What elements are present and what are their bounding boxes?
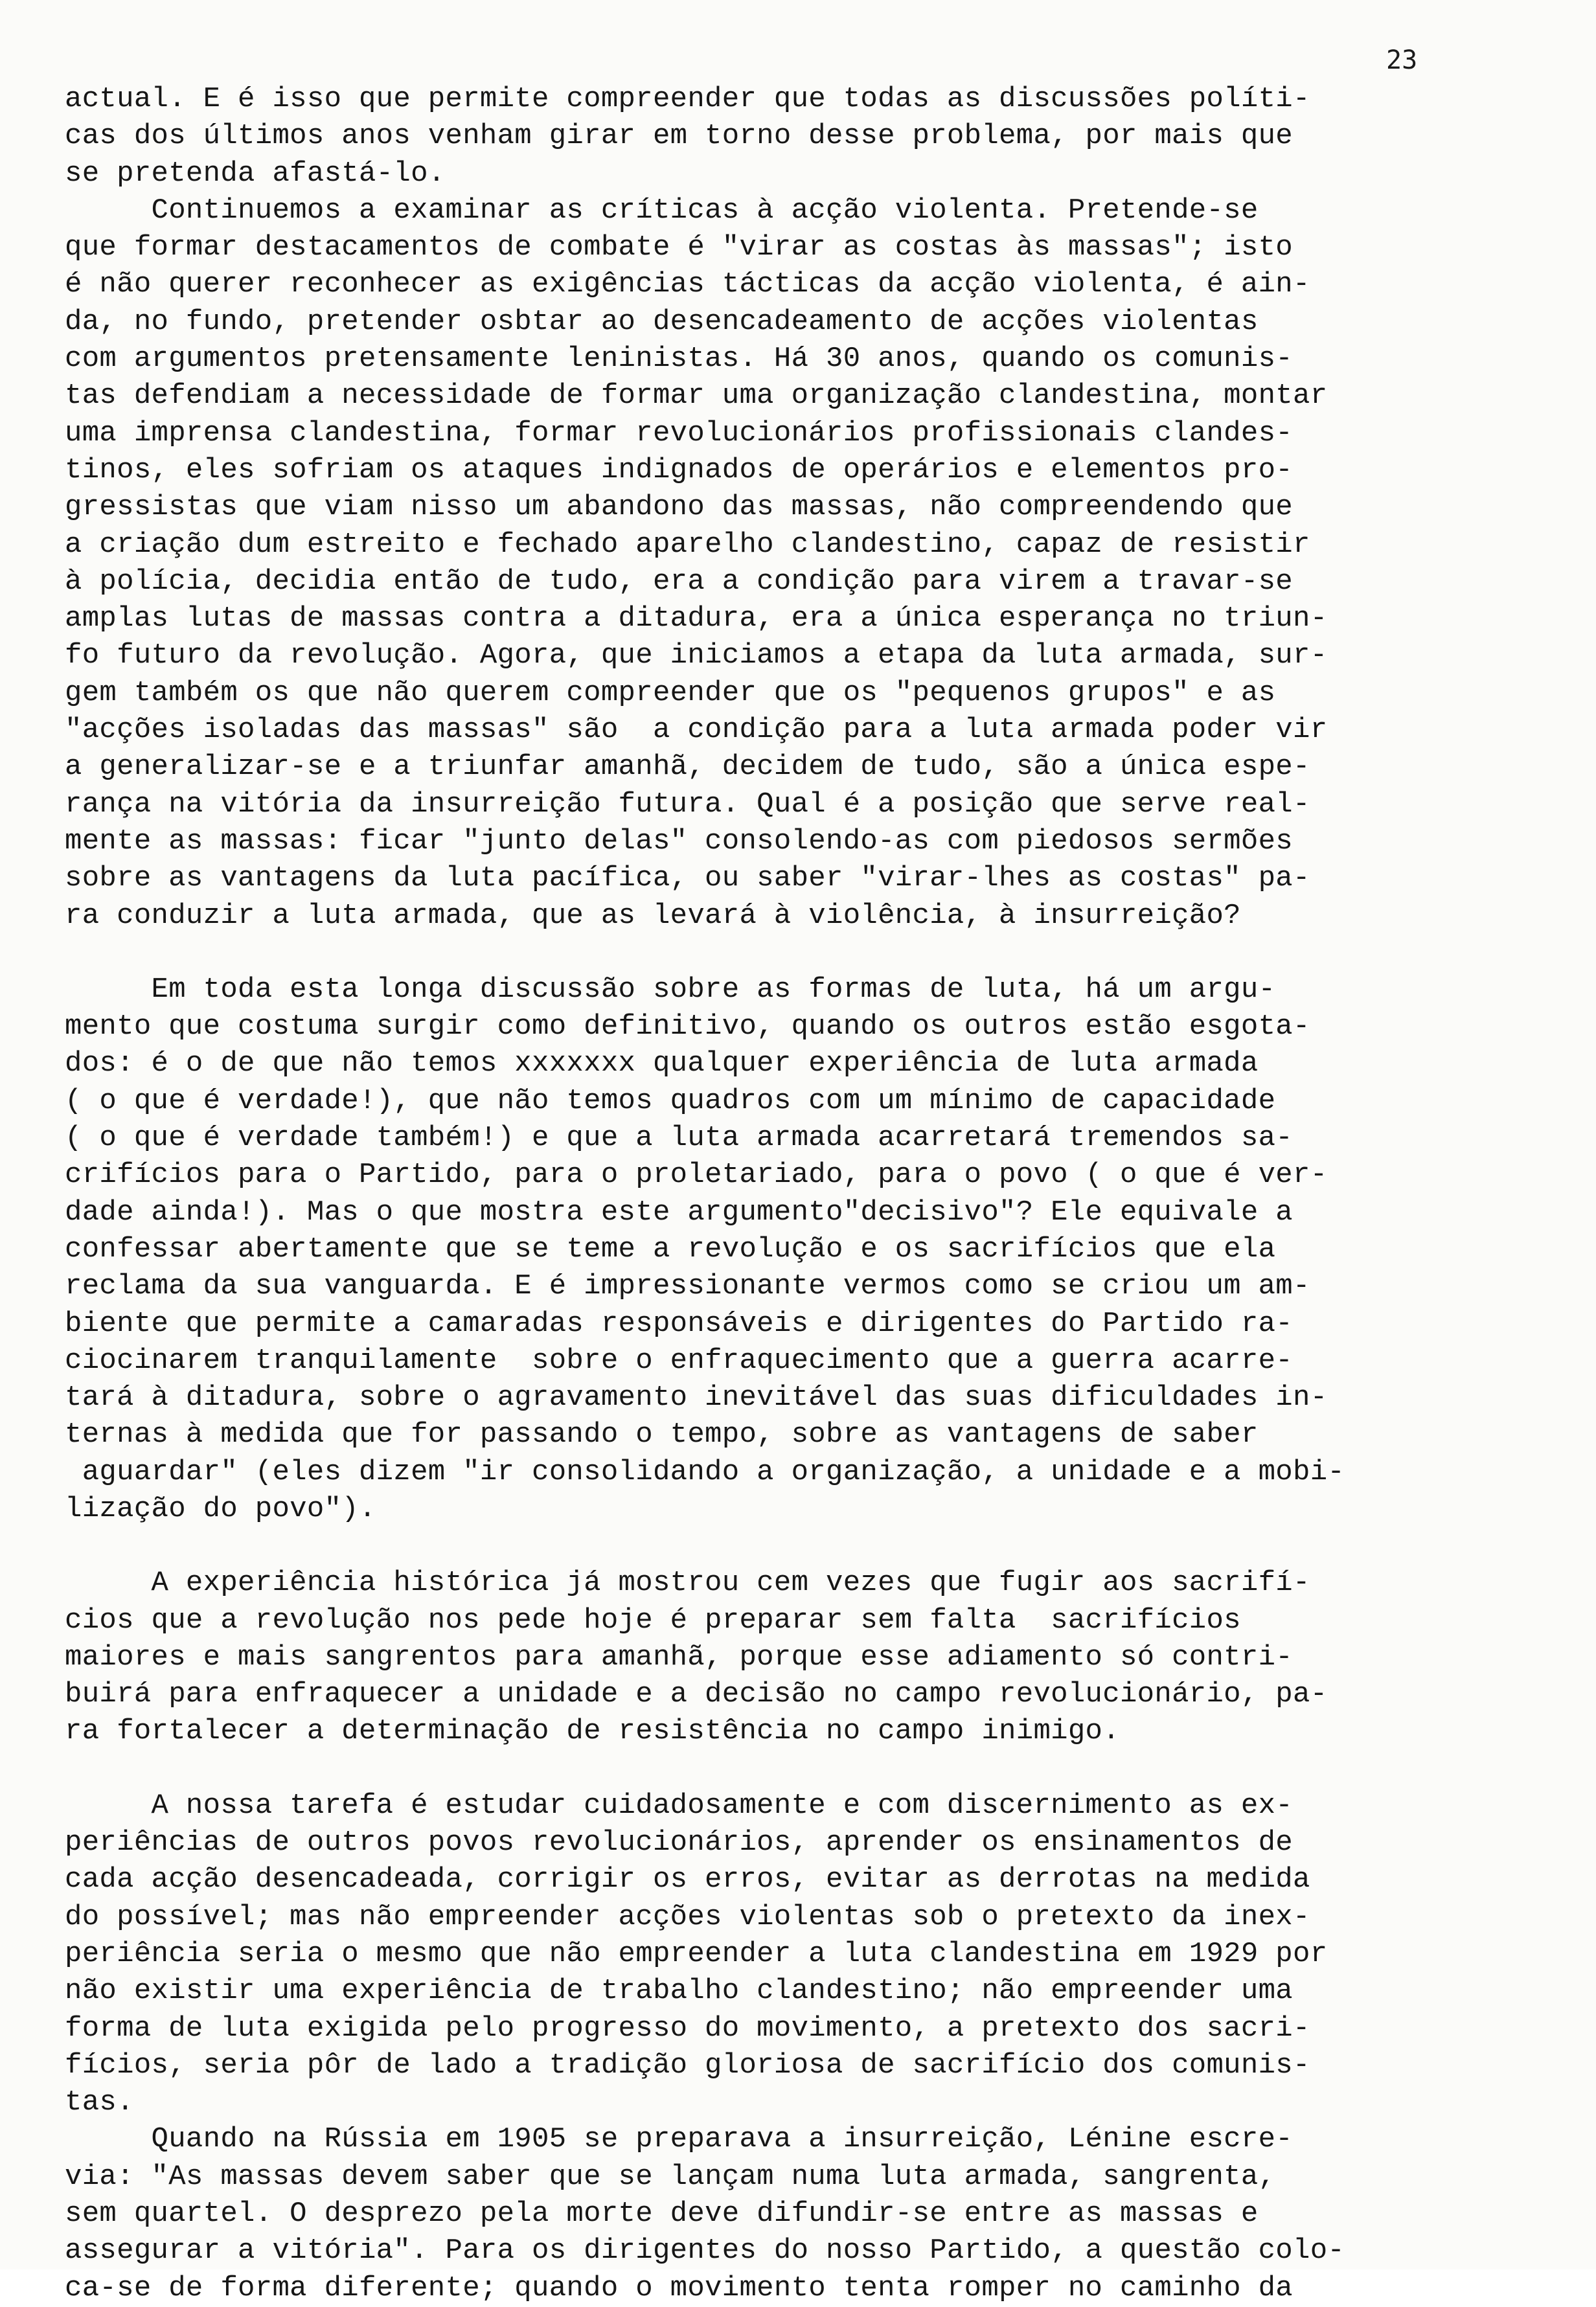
text-line: fícios, seria pôr de lado a tradição gloriosa de sacrifício dos comunis- [65, 2049, 1310, 2082]
text-line: maiores e mais sangrentos para amanhã, porque esse adiamento só contri- [65, 1641, 1294, 1674]
text-line: da, no fundo, pretender osbtar ao desencadeamento de acções violentas [65, 305, 1259, 338]
text-line: tinos, eles sofriam os ataques indignados de operários e elementos pro- [65, 453, 1294, 486]
text-line: mente as massas: ficar "junto delas" consolendo-as com piedosos sermões [65, 824, 1294, 858]
text-line: Em toda esta longa discussão sobre as formas de luta, há um argu- [65, 973, 1276, 1006]
text-line: do possível; mas não empreender acções violentas sob o pretexto da inex- [65, 1900, 1310, 1933]
text-line: periência seria o mesmo que não empreender a luta clandestina em 1929 por [65, 1937, 1328, 1970]
text-line: A nossa tarefa é estudar cuidadosamente e com discernimento as ex- [65, 1789, 1294, 1822]
text-line: amplas lutas de massas contra a ditadura, era a única esperança no triun- [65, 602, 1328, 635]
text-line: gem também os que não querem compreender que os "pequenos grupos" e as [65, 676, 1276, 709]
text-line: reclama da sua vanguarda. E é impressionante vermos como se criou um am- [65, 1270, 1310, 1303]
text-line: ( o que é verdade!), que não temos quadros com um mínimo de capacidade [65, 1084, 1276, 1117]
text-line: Continuemos a examinar as críticas à acção violenta. Pretende-se [65, 194, 1259, 227]
text-line: sem quartel. O desprezo pela morte deve difundir-se entre as massas e [65, 2198, 1259, 2231]
text-line: via: "As massas devem saber que se lançam numa luta armada, sangrenta, [65, 2160, 1276, 2193]
paragraph-spacer [65, 935, 1555, 972]
text-line: assegurar a vitória". Para os dirigentes do nosso Partido, a questão colo- [65, 2234, 1345, 2267]
text-line: cios que a revolução nos pede hoje é preparar sem falta sacrifícios [65, 1604, 1241, 1637]
text-line: tas defendiam a necessidade de formar uma organização clandestina, montar [65, 380, 1328, 413]
text-line: dade ainda!). Mas o que mostra este argumento"decisivo"? Ele equivale a [65, 1196, 1294, 1229]
text-line: tará à ditadura, sobre o agravamento inevitável das suas dificuldades in- [65, 1381, 1328, 1415]
text-line: mento que costuma surgir como definitivo, quando os outros estão esgota- [65, 1010, 1310, 1043]
text-line: a criação dum estreito e fechado aparelho clandestino, capaz de resistir [65, 528, 1310, 561]
paragraph-5 [65, 1788, 1555, 2122]
text-line: biente que permite a camaradas responsáveis e dirigentes do Partido ra- [65, 1307, 1294, 1340]
text-line: cas dos últimos anos venham girar em torno desse problema, por mais que [65, 120, 1294, 153]
text-line: periências de outros povos revolucionários, aprender os ensinamentos de [65, 1826, 1294, 1859]
text-line: dos: é o de que não temos xxxxxxx qualquer experiência de luta armada [65, 1047, 1259, 1080]
text-line: "acções isoladas das massas" são a condição para a luta armada poder vir [65, 714, 1328, 747]
text-line: ternas à medida que for passando o tempo, sobre as vantagens de saber [65, 1418, 1259, 1451]
text-line: forma de luta exigida pelo progresso do movimento, a pretexto dos sacri- [65, 2012, 1310, 2045]
text-line: A experiência histórica já mostrou cem vezes que fugir aos sacrifí- [65, 1567, 1310, 1600]
paragraph-2 [65, 192, 1555, 935]
text-line: é não querer reconhecer as exigências tácticas da acção violenta, é ain- [65, 268, 1310, 301]
text-line: gressistas que viam nisso um abandono das massas, não compreendendo que [65, 491, 1294, 524]
text-line: aguardar" (eles dizem "ir consolidando a organização, a unidade e a mobi- [65, 1455, 1345, 1488]
text-line: confessar abertamente que se teme a revolução e os sacrifícios que ela [65, 1233, 1276, 1266]
text-line: sobre as vantagens da luta pacífica, ou saber "virar-lhes as costas" pa- [65, 862, 1310, 895]
paragraph-1 [65, 81, 1555, 192]
text-line: ca-se de forma diferente; quando o movimento tenta romper no caminho da [65, 2271, 1294, 2304]
text-line: ra fortalecer a determinação de resistência no campo inimigo. [65, 1715, 1120, 1748]
text-line: que formar destacamentos de combate é "virar as costas às massas"; isto [65, 231, 1294, 264]
paragraph-spacer [65, 1528, 1555, 1565]
page-number: 23 [1386, 45, 1418, 75]
text-line: actual. E é isso que permite compreender que todas as discussões políti- [65, 83, 1310, 115]
text-line: crifícios para o Partido, para o proletariado, para o povo ( o que é ver- [65, 1159, 1328, 1192]
text-line: se pretenda afastá-lo. [65, 157, 446, 190]
text-line: tas. [65, 2086, 134, 2119]
paragraph-6 [65, 2121, 1555, 2306]
text-line: a generalizar-se e a triunfar amanhã, decidem de tudo, são a única espe- [65, 751, 1310, 784]
text-line: cada acção desencadeada, corrigir os erros, evitar as derrotas na medida [65, 1863, 1310, 1896]
text-line: não existir uma experiência de trabalho clandestino; não empreender uma [65, 1975, 1294, 2008]
text-line: uma imprensa clandestina, formar revolucionários profissionais clandes- [65, 416, 1294, 449]
body-text [65, 81, 1555, 2307]
text-line: à polícia, decidia então de tudo, era a condição para virem a travar-se [65, 565, 1294, 598]
text-line: lização do povo"). [65, 1492, 376, 1525]
text-line: rança na vitória da insurreição futura. Qual é a posição que serve real- [65, 788, 1310, 821]
paragraph-spacer [65, 1751, 1555, 1788]
text-line: ( o que é verdade também!) e que a luta armada acarretará tremendos sa- [65, 1122, 1294, 1155]
paragraph-4 [65, 1565, 1555, 1750]
paragraph-3 [65, 972, 1555, 1528]
text-line: Quando na Rússia em 1905 se preparava a insurreição, Lénine escre- [65, 2123, 1294, 2156]
text-line: ra conduzir a luta armada, que as levará à violência, à insurreição? [65, 899, 1241, 932]
text-line: ciocinarem tranquilamente sobre o enfraquecimento que a guerra acarre- [65, 1344, 1294, 1377]
text-line: com argumentos pretensamente leninistas. Há 30 anos, quando os comunis- [65, 343, 1294, 376]
text-line: buirá para enfraquecer a unidade e a decisão no campo revolucionário, pa- [65, 1678, 1328, 1711]
text-line: fo futuro da revolução. Agora, que iniciamos a etapa da luta armada, sur- [65, 639, 1328, 672]
